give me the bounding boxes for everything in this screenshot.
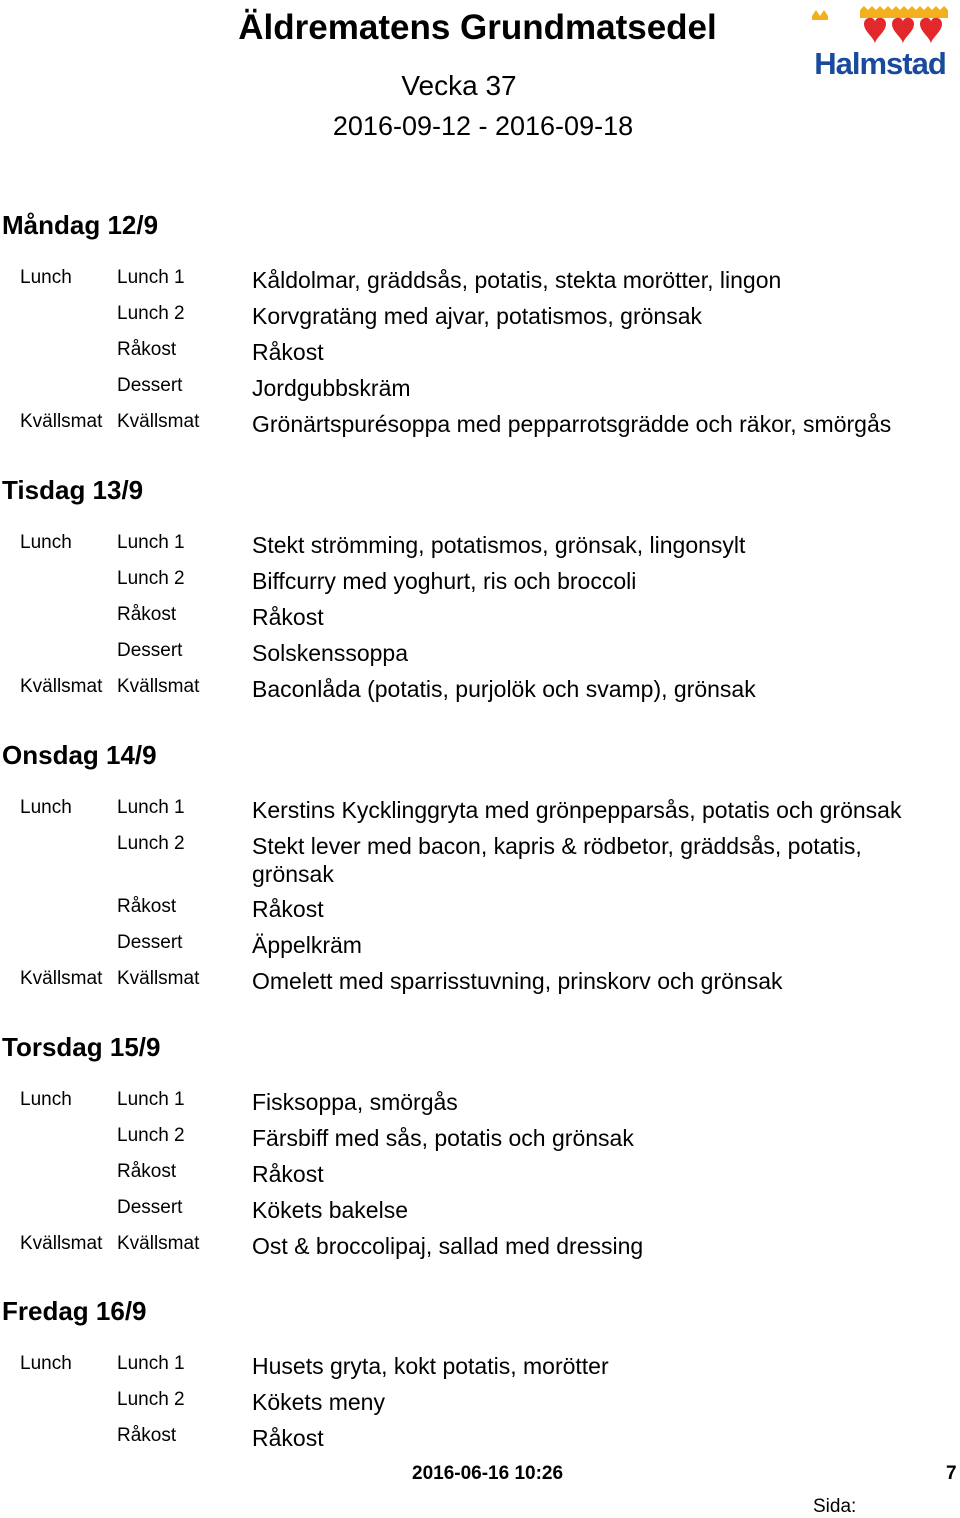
meal-label: Kvällsmat	[20, 411, 103, 432]
page-label: Sida:	[813, 1496, 857, 1517]
dish-text: Råkost	[252, 896, 324, 922]
dish-text: Solskenssoppa	[252, 640, 408, 666]
day-title: Måndag 12/9	[2, 210, 159, 240]
course-label: Lunch 1	[117, 1089, 185, 1110]
course-label: Råkost	[117, 604, 177, 625]
course-label: Lunch 2	[117, 1125, 185, 1146]
meal-label: Kvällsmat	[20, 968, 103, 989]
dish-text: Baconlåda (potatis, purjolök och svamp), grönsak	[252, 676, 756, 702]
dish-text: Grönärtspurésoppa med pepparrotsgrädde och räkor, smörgås	[252, 411, 892, 437]
dish-text: Råkost	[252, 604, 324, 630]
course-label: Dessert	[117, 375, 183, 396]
meal-label: Kvällsmat	[20, 1233, 103, 1254]
dish-text: Äppelkräm	[252, 932, 362, 958]
dish-text: Råkost	[252, 339, 324, 365]
dish-text: Kökets meny	[252, 1389, 385, 1415]
meal-label: Lunch	[20, 1353, 72, 1374]
dish-text: Husets gryta, kokt potatis, morötter	[252, 1353, 609, 1379]
print-timestamp: 2016-06-16 10:26	[412, 1463, 564, 1484]
dish-text: Jordgubbskräm	[252, 375, 411, 401]
dish-text: Korvgratäng med ajvar, potatismos, grönsak	[252, 303, 703, 329]
course-label: Lunch 2	[117, 1389, 185, 1410]
day-title: Torsdag 15/9	[2, 1032, 161, 1062]
crown-hearts-icon	[800, 6, 960, 50]
week-label: Vecka 37	[401, 70, 517, 101]
page-title: Äldrematens Grundmatsedel	[238, 8, 717, 47]
course-label: Lunch 1	[117, 797, 185, 818]
dish-text: Biffcurry med yoghurt, ris och broccoli	[252, 568, 637, 594]
dish-text: Stekt lever med bacon, kapris & rödbetor, gräddsås, potatis, grönsak	[252, 833, 862, 887]
dish-text: Färsbiff med sås, potatis och grönsak	[252, 1125, 634, 1151]
meal-label: Kvällsmat	[20, 676, 103, 697]
course-label: Lunch 1	[117, 1353, 185, 1374]
course-label: Dessert	[117, 640, 183, 661]
course-label: Dessert	[117, 932, 183, 953]
day-title: Onsdag 14/9	[2, 740, 157, 770]
meal-label: Lunch	[20, 267, 72, 288]
course-label: Kvällsmat	[117, 968, 200, 989]
course-label: Lunch 2	[117, 833, 185, 854]
meal-label: Lunch	[20, 1089, 72, 1110]
course-label: Råkost	[117, 1425, 177, 1446]
date-range: 2016-09-12 - 2016-09-18	[332, 111, 634, 141]
day-title: Tisdag 13/9	[2, 475, 144, 505]
dish-text: Råkost	[252, 1161, 324, 1187]
dish-text: Kökets bakelse	[252, 1197, 408, 1223]
meal-label: Lunch	[20, 532, 72, 553]
dish-text: Råkost	[252, 1425, 324, 1451]
dish-text: Kerstins Kycklinggryta med grönpepparsås, potatis och grönsak	[252, 797, 902, 823]
course-label: Råkost	[117, 339, 177, 360]
logo-text: Halmstad	[814, 46, 946, 81]
course-label: Råkost	[117, 896, 177, 917]
halmstad-logo	[800, 6, 960, 81]
dish-text: Stekt strömming, potatismos, grönsak, lingonsylt	[252, 532, 746, 558]
dish-text: Ost & broccolipaj, sallad med dressing	[252, 1233, 644, 1259]
course-label: Lunch 1	[117, 532, 185, 553]
course-label: Lunch 2	[117, 568, 185, 589]
course-label: Dessert	[117, 1197, 183, 1218]
course-label: Lunch 2	[117, 303, 185, 324]
course-label: Kvällsmat	[117, 411, 200, 432]
dish-text: Kåldolmar, gräddsås, potatis, stekta morötter, lingon	[252, 267, 782, 293]
course-label: Kvällsmat	[117, 676, 200, 697]
day-title: Fredag 16/9	[2, 1296, 147, 1326]
course-label: Lunch 1	[117, 267, 185, 288]
page-number: 7	[946, 1463, 957, 1484]
dish-text: Fisksoppa, smörgås	[252, 1089, 458, 1115]
dish-text: Omelett med sparrisstuvning, prinskorv och grönsak	[252, 968, 783, 994]
meal-label: Lunch	[20, 797, 72, 818]
course-label: Råkost	[117, 1161, 177, 1182]
course-label: Kvällsmat	[117, 1233, 200, 1254]
